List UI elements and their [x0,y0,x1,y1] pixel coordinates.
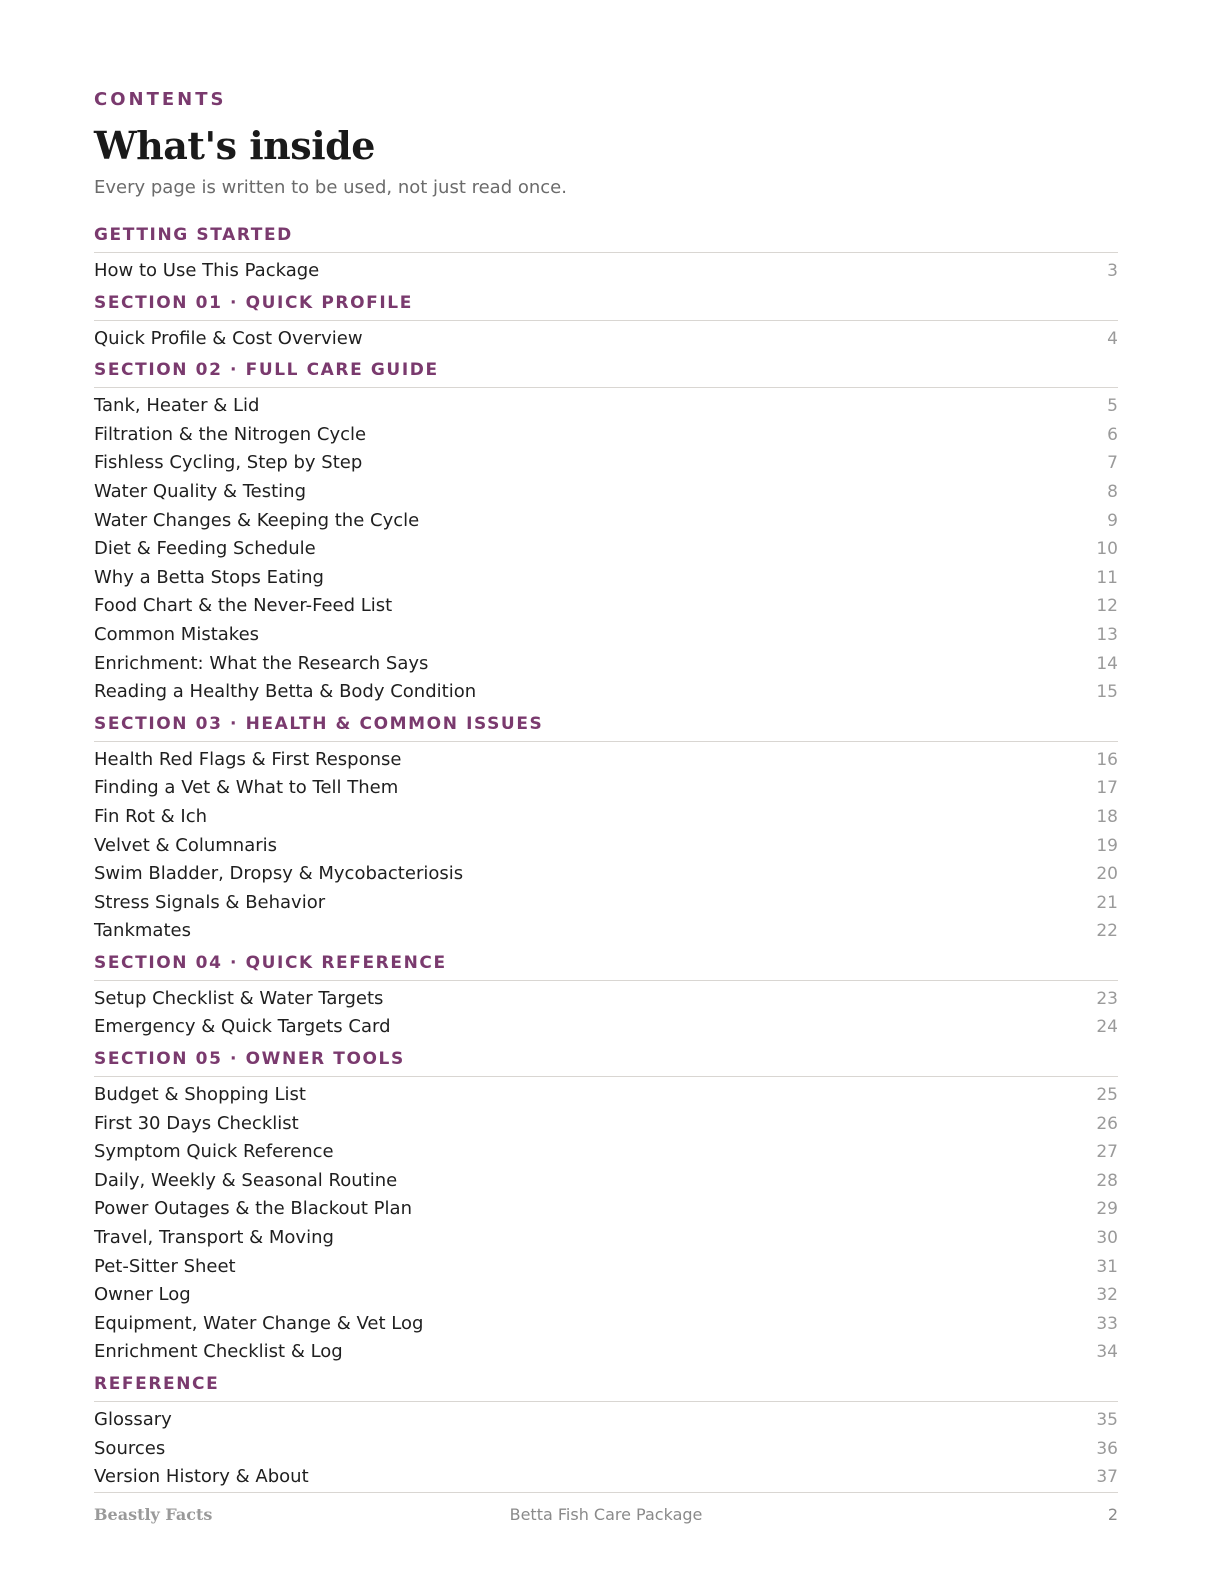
toc-entry[interactable] [94,621,1118,650]
toc-entry[interactable] [94,860,1118,889]
footer-page-number: 2 [1107,1505,1118,1524]
toc-entry[interactable] [94,1406,1118,1435]
toc-section-heading: SECTION 02 · FULL CARE GUIDE [94,353,1118,388]
toc-section-heading: SECTION 04 · QUICK REFERENCE [94,946,1118,981]
toc-entry-page-number: 36 [1096,1438,1118,1459]
toc-entry[interactable] [94,678,1118,707]
toc-entry-title: Fin Rot & Ich [94,805,208,827]
toc-entry-page-number: 34 [1096,1342,1118,1363]
toc-entry[interactable] [94,774,1118,803]
toc-entry[interactable] [94,1138,1118,1167]
toc-entry[interactable] [94,1110,1118,1139]
toc-entry-page-number: 7 [1107,453,1118,474]
table-of-contents [94,218,1118,1492]
footer-brand: Beastly Facts [94,1505,213,1524]
toc-entry-page-number: 20 [1096,864,1118,885]
toc-entry-page-number: 12 [1096,596,1118,617]
toc-entry-page-number: 27 [1096,1142,1118,1163]
toc-section-heading: SECTION 05 · OWNER TOOLS [94,1042,1118,1077]
toc-entry-title: Daily, Weekly & Seasonal Routine [94,1169,398,1191]
toc-entry[interactable] [94,592,1118,621]
toc-entry[interactable] [94,392,1118,421]
toc-entry-page-number: 25 [1096,1085,1118,1106]
toc-entry-title: Budget & Shopping List [94,1084,306,1106]
toc-entry[interactable] [94,1281,1118,1310]
toc-entry-title: Reading a Healthy Betta & Body Condition [94,681,477,703]
toc-entry[interactable] [94,1013,1118,1042]
toc-entry-page-number: 5 [1107,396,1118,417]
toc-entry-title: Finding a Vet & What to Tell Them [94,777,399,799]
toc-entry-page-number: 6 [1107,424,1118,445]
toc-entry[interactable] [94,889,1118,918]
toc-section-heading: REFERENCE [94,1367,1118,1402]
toc-entry[interactable] [94,1338,1118,1367]
toc-entry-title: Setup Checklist & Water Targets [94,987,384,1009]
toc-entry-page-number: 35 [1096,1410,1118,1430]
toc-entry-title: Swim Bladder, Dropsy & Mycobacteriosis [94,863,464,885]
toc-entry-page-number: 26 [1096,1113,1118,1134]
toc-entry-page-number: 16 [1096,749,1118,770]
toc-entry-title: Power Outages & the Blackout Plan [94,1198,412,1220]
toc-entry-title: Stress Signals & Behavior [94,891,326,913]
toc-entry[interactable] [94,478,1118,507]
toc-entry-page-number: 3 [1107,261,1118,281]
toc-entry-title: Pet-Sitter Sheet [94,1255,236,1277]
toc-entry-page-number: 29 [1096,1199,1118,1220]
toc-entry-title: Common Mistakes [94,623,260,645]
toc-entry-title: Sources [94,1437,166,1459]
toc-entry[interactable] [94,917,1118,946]
toc-entry-page-number: 13 [1096,624,1118,645]
toc-entry-title: Emergency & Quick Targets Card [94,1016,391,1038]
toc-entry-title: Velvet & Columnaris [94,834,277,856]
toc-entry-title: Version History & About [94,1466,309,1488]
toc-entry-title: How to Use This Package [94,260,320,281]
toc-entry-page-number: 32 [1096,1285,1118,1306]
toc-entry-page-number: 8 [1107,481,1118,502]
toc-entry-page-number: 22 [1096,921,1118,942]
toc-section-heading: GETTING STARTED [94,218,1118,253]
toc-entry-title: Owner Log [94,1284,191,1306]
toc-entry[interactable] [94,257,1118,286]
toc-entry-page-number: 15 [1096,682,1118,703]
toc-entry[interactable] [94,1463,1118,1492]
toc-entry[interactable] [94,507,1118,536]
toc-entry-page-number: 14 [1096,653,1118,674]
toc-entry[interactable] [94,1081,1118,1110]
toc-entry-page-number: 24 [1096,1017,1118,1038]
toc-entry-page-number: 18 [1096,806,1118,827]
toc-entry[interactable] [94,985,1118,1014]
toc-entry-title: Symptom Quick Reference [94,1141,334,1163]
toc-entry[interactable] [94,421,1118,450]
toc-entry-title: First 30 Days Checklist [94,1112,299,1134]
toc-entry-title: Enrichment: What the Research Says [94,652,429,674]
toc-entry-page-number: 30 [1096,1228,1118,1249]
toc-entry[interactable] [94,535,1118,564]
toc-entry-title: Equipment, Water Change & Vet Log [94,1312,424,1334]
toc-entry-page-number: 37 [1096,1467,1118,1488]
toc-entry[interactable] [94,803,1118,832]
toc-entry-title: Quick Profile & Cost Overview [94,327,363,349]
toc-entry-page-number: 23 [1096,988,1118,1009]
toc-entry-page-number: 4 [1107,328,1118,349]
toc-entry[interactable] [94,1224,1118,1253]
toc-entry-title: Diet & Feeding Schedule [94,538,316,560]
toc-entry-title: Health Red Flags & First Response [94,748,402,770]
toc-entry-title: Tank, Heater & Lid [94,395,260,417]
contents-eyebrow: CONTENTS [94,89,227,110]
toc-entry-page-number: 33 [1096,1313,1118,1334]
toc-entry-title: Food Chart & the Never-Feed List [94,595,393,617]
toc-entry[interactable] [94,449,1118,478]
toc-entry-page-number: 11 [1096,567,1118,588]
toc-entry-title: Why a Betta Stops Eating [94,566,324,588]
toc-entry-page-number: 10 [1096,539,1118,560]
toc-entry-title: Water Changes & Keeping the Cycle [94,509,420,531]
toc-entry[interactable] [94,325,1118,354]
toc-entry-title: Tankmates [94,920,191,942]
page-footer [94,1492,1118,1524]
toc-entry-page-number: 17 [1096,778,1118,799]
page-title: What's inside [94,123,375,168]
toc-entry[interactable] [94,1195,1118,1224]
toc-entry-page-number: 28 [1096,1170,1118,1191]
toc-entry-title: Glossary [94,1409,172,1430]
toc-entry[interactable] [94,1310,1118,1339]
toc-entry[interactable] [94,564,1118,593]
contents-page [94,88,1118,1492]
page-subtitle: Every page is written to be used, not just read once. [94,177,567,198]
footer-document-name: Betta Fish Care Package [509,1505,703,1524]
toc-entry[interactable] [94,746,1118,775]
toc-entry[interactable] [94,832,1118,861]
toc-entry-title: Travel, Transport & Moving [94,1227,334,1249]
toc-entry-title: Water Quality & Testing [94,480,307,502]
toc-entry-title: Filtration & the Nitrogen Cycle [94,423,367,445]
toc-entry-title: Fishless Cycling, Step by Step [94,452,363,474]
toc-entry-page-number: 21 [1096,892,1118,913]
toc-entry[interactable] [94,1435,1118,1464]
toc-entry[interactable] [94,1167,1118,1196]
toc-entry[interactable] [94,650,1118,679]
toc-entry-title: Enrichment Checklist & Log [94,1341,343,1363]
toc-section-heading: SECTION 01 · QUICK PROFILE [94,286,1118,321]
toc-entry-page-number: 9 [1107,510,1118,531]
toc-entry[interactable] [94,1253,1118,1282]
toc-section-heading: SECTION 03 · HEALTH & COMMON ISSUES [94,707,1118,742]
toc-entry-page-number: 31 [1096,1256,1118,1277]
toc-entry-page-number: 19 [1096,835,1118,856]
